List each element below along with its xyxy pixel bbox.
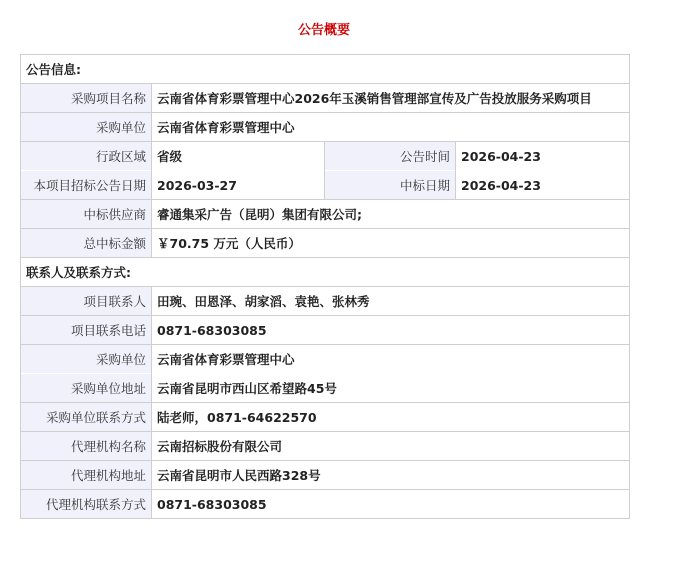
region-value: 省级 xyxy=(152,142,325,171)
award-date-label: 中标日期 xyxy=(325,171,456,200)
award-date-value: 2026-04-23 xyxy=(456,171,630,200)
row-purchaser xyxy=(21,113,630,142)
agency-name-label: 代理机构名称 xyxy=(21,432,152,461)
agency-contact-value: 0871-68303085 xyxy=(152,490,630,519)
project-contact-label: 项目联系人 xyxy=(21,287,152,316)
row-tender-award-date xyxy=(21,171,630,200)
row-project-phone xyxy=(21,316,630,345)
agency-address-value: 云南省昆明市人民西路328号 xyxy=(152,461,630,490)
supplier-label: 中标供应商 xyxy=(21,200,152,229)
publish-time-value: 2026-04-23 xyxy=(456,142,630,171)
total-amount-label: 总中标金额 xyxy=(21,229,152,258)
summary-table xyxy=(20,54,630,519)
row-contact-purchaser xyxy=(21,345,630,374)
row-total-amount xyxy=(21,229,630,258)
publish-time-label: 公告时间 xyxy=(325,142,456,171)
row-project-name xyxy=(21,84,630,113)
purchaser-label: 采购单位 xyxy=(21,113,152,142)
row-purchaser-contact xyxy=(21,403,630,432)
project-phone-value: 0871-68303085 xyxy=(152,316,630,345)
row-region-publish-time xyxy=(21,142,630,171)
region-label: 行政区域 xyxy=(21,142,152,171)
row-supplier xyxy=(21,200,630,229)
tender-date-label: 本项目招标公告日期 xyxy=(21,171,152,200)
purchaser-value: 云南省体育彩票管理中心 xyxy=(152,113,630,142)
row-agency-name xyxy=(21,432,630,461)
project-name-value: 云南省体育彩票管理中心2026年玉溪销售管理部宣传及广告投放服务采购项目 xyxy=(152,84,630,113)
agency-address-label: 代理机构地址 xyxy=(21,461,152,490)
page-title: 公告概要 xyxy=(297,23,350,38)
purchaser-contact-value: 陆老师，0871-64622570 xyxy=(152,403,630,432)
contact-purchaser-value: 云南省体育彩票管理中心 xyxy=(152,345,630,374)
row-agency-address xyxy=(21,461,630,490)
section-heading-contact-info: 联系人及联系方式: xyxy=(21,258,630,287)
purchaser-address-label: 采购单位地址 xyxy=(21,374,152,403)
section-row-announcement xyxy=(21,55,630,84)
row-purchaser-address xyxy=(21,374,630,403)
project-contact-value: 田琬、田恩泽、胡家滔、袁艳、张林秀 xyxy=(152,287,630,316)
purchaser-address-value: 云南省昆明市西山区希望路45号 xyxy=(152,374,630,403)
agency-name-value: 云南招标股份有限公司 xyxy=(152,432,630,461)
agency-contact-label: 代理机构联系方式 xyxy=(21,490,152,519)
tender-date-value: 2026-03-27 xyxy=(152,171,325,200)
contact-purchaser-label: 采购单位 xyxy=(21,345,152,374)
total-amount-value: ￥70.75 万元（人民币） xyxy=(152,229,630,258)
row-project-contact xyxy=(21,287,630,316)
supplier-value: 睿通集采广告（昆明）集团有限公司; xyxy=(152,200,630,229)
project-name-label: 采购项目名称 xyxy=(21,84,152,113)
purchaser-contact-label: 采购单位联系方式 xyxy=(21,403,152,432)
section-heading-announcement-info: 公告信息: xyxy=(21,55,630,84)
row-agency-contact xyxy=(21,490,630,519)
section-row-contact xyxy=(21,258,630,287)
project-phone-label: 项目联系电话 xyxy=(21,316,152,345)
